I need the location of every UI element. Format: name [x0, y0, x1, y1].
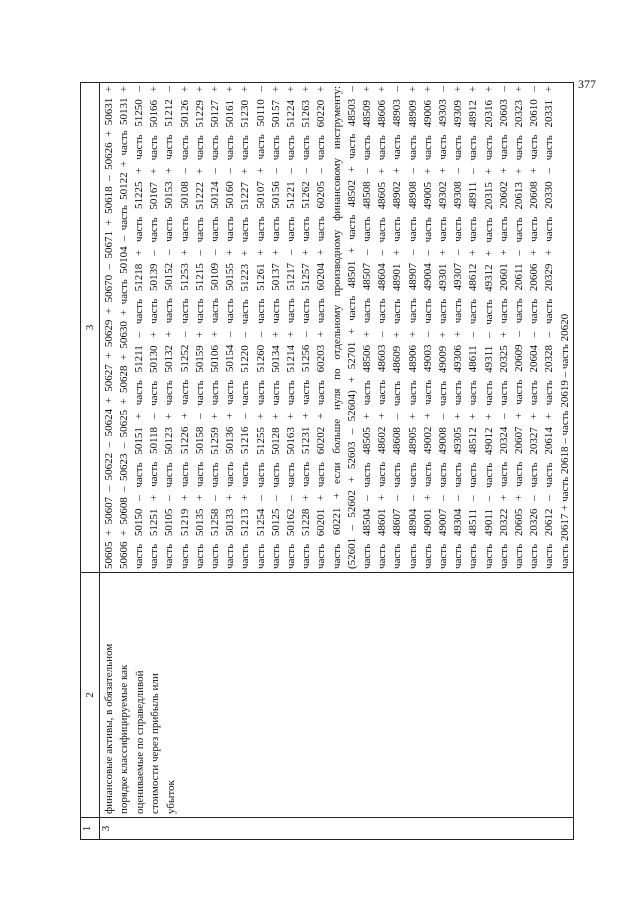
formula-line: часть 49011 – часть 49012 + часть 49311 – часть 49312 + часть 20315 + часть 20316 + — [482, 86, 495, 569]
formula-line: часть 50105 – часть 50123 + часть 50132 + часть 50152 – часть 50153 + часть 51212 – — [163, 86, 176, 569]
indicator-name — [99, 573, 573, 818]
formula-line: часть 48511 – часть 48512 + часть 48611 – часть 48612 + часть 48911 – часть 48912 + — [467, 86, 480, 569]
formula-line: часть 48607 – часть 48608 – часть 48609 + часть 48901 + часть 48902 + часть 48903 – — [391, 86, 404, 569]
column-header-2: 2 — [81, 573, 100, 818]
formula-line: часть 51254 – часть 51255 + часть 51260 – часть 51261 + часть 50107 + часть 50110 – — [254, 86, 267, 569]
formula-line: часть 48504 – часть 48505 + часть 48506 + часть 48507 – часть 48508 – часть 48509 + — [360, 86, 373, 569]
formula-line: часть 20617 + часть 20618 – часть 20619 – часть 20620 — [558, 313, 571, 569]
formula-line: часть 50135 + часть 50158 – часть 50159 + часть 51215 – часть 51222 + часть 51229 + — [193, 86, 206, 569]
formula-line: часть 49007 – часть 49008 – часть 49009 + часть 49301 + часть 49302 + часть 49303 – — [436, 86, 449, 569]
formula-line: 50606 + 50608 – 50623 – 50625 + 50628 + 50630 + часть 50104 – часть 50122 + часть 50131 + — [117, 86, 130, 569]
formula-line: часть 48904 – часть 48905 + часть 48906 + часть 48907 – часть 48908 – часть 48909 + — [406, 86, 419, 569]
column-header-3: 3 — [81, 83, 100, 573]
indicator-name-line: порядке классифицируемые как — [118, 664, 130, 814]
formula-line: часть 49001 + часть 49002 + часть 49003 – часть 49004 – часть 49005 + часть 49006 + — [421, 86, 434, 569]
account-formula — [99, 83, 573, 573]
table-row — [99, 83, 573, 840]
indicator-name-line: финансовые активы, в обязательном — [102, 643, 115, 814]
formula-line: часть 20605 + часть 20607 + часть 20609 – часть 20611 – часть 20613 + часть 20323 + — [512, 86, 525, 569]
formula-line: часть 50162 – часть 50163 + часть 51214 + часть 51217 – часть 51221 – часть 51224 + — [284, 86, 297, 569]
page-number: 377 — [578, 77, 596, 91]
rotated-table-container — [80, 82, 571, 840]
row-number: 3 — [99, 818, 573, 840]
formula-line: часть 20612 – часть 20614 + часть 20328 – часть 20329 + часть 20330 – часть 20331 + — [543, 86, 556, 569]
formula-line: часть 51219 + часть 51226 + часть 51252 – часть 51253 + часть 50108 – часть 50126 + — [178, 86, 191, 569]
indicator-name-line: убыток — [164, 780, 177, 814]
table-header-row — [81, 83, 100, 840]
formula-line: часть 20326 – часть 20327 + часть 20604 – часть 20606 + часть 20608 + часть 20610 – — [528, 86, 541, 569]
formula-line: часть 51251 + часть 50118 – часть 50130 + часть 50139 – часть 50167 + часть 50166 + — [148, 86, 161, 569]
formula-line: часть 60221 + если больше нуля по отдельному производному финансовому инструменту: — [330, 86, 343, 569]
formula-line: часть 51258 – часть 51259 + часть 50106 + часть 50109 – часть 50124 – часть 50127 + — [208, 86, 221, 569]
indicator-table — [80, 82, 574, 840]
formula-line: 50605 + 50607 – 50622 – 50624 + 50627 + 50629 + 50670 – 50671 + 50618 – 50626 + 50631 + — [102, 86, 115, 569]
formula-line: часть 50125 – часть 50128 + часть 50134 + часть 50137 + часть 50156 – часть 50157 + — [269, 86, 282, 569]
formula-line: часть 50150 – часть 50151 + часть 51211 – часть 51218 + часть 51225 + часть 51250 – — [132, 86, 145, 569]
formula-line: (52601 – 52602 + 52603 – 52604) + 52701 + часть 48501 + часть 48502 + часть 48503 – — [345, 86, 358, 569]
indicator-name-line: стоимости через прибыль или — [149, 673, 161, 814]
formula-line: часть 51213 + часть 51216 – часть 51220 – часть 51223 + часть 51227 + часть 51230 + — [239, 86, 252, 569]
indicator-name-line: оцениваемые по справедливой — [133, 670, 146, 814]
formula-line: часть 51228 + часть 51231 + часть 51256 – часть 51257 + часть 51262 – часть 51263 + — [300, 86, 313, 569]
formula-line: часть 48601 + часть 48602 + часть 48603 – часть 48604 – часть 48605 + часть 48606 + — [376, 86, 389, 569]
formula-line: часть 49304 – часть 49305 + часть 49306 + часть 49307 – часть 49308 – часть 49309 + — [452, 86, 465, 569]
formula-line: часть 20322 + часть 20324 – часть 20325 + часть 20601 + часть 20602 + часть 20603 – — [497, 86, 510, 569]
column-header-1: 1 — [81, 818, 100, 840]
formula-line: часть 60201 + часть 60202 + часть 60203 + часть 60204 + часть 60205 – часть 60220 + — [315, 86, 328, 569]
formula-line: часть 50133 + часть 50136 + часть 50154 – часть 50155 + часть 50160 – часть 50161 + — [224, 86, 237, 569]
